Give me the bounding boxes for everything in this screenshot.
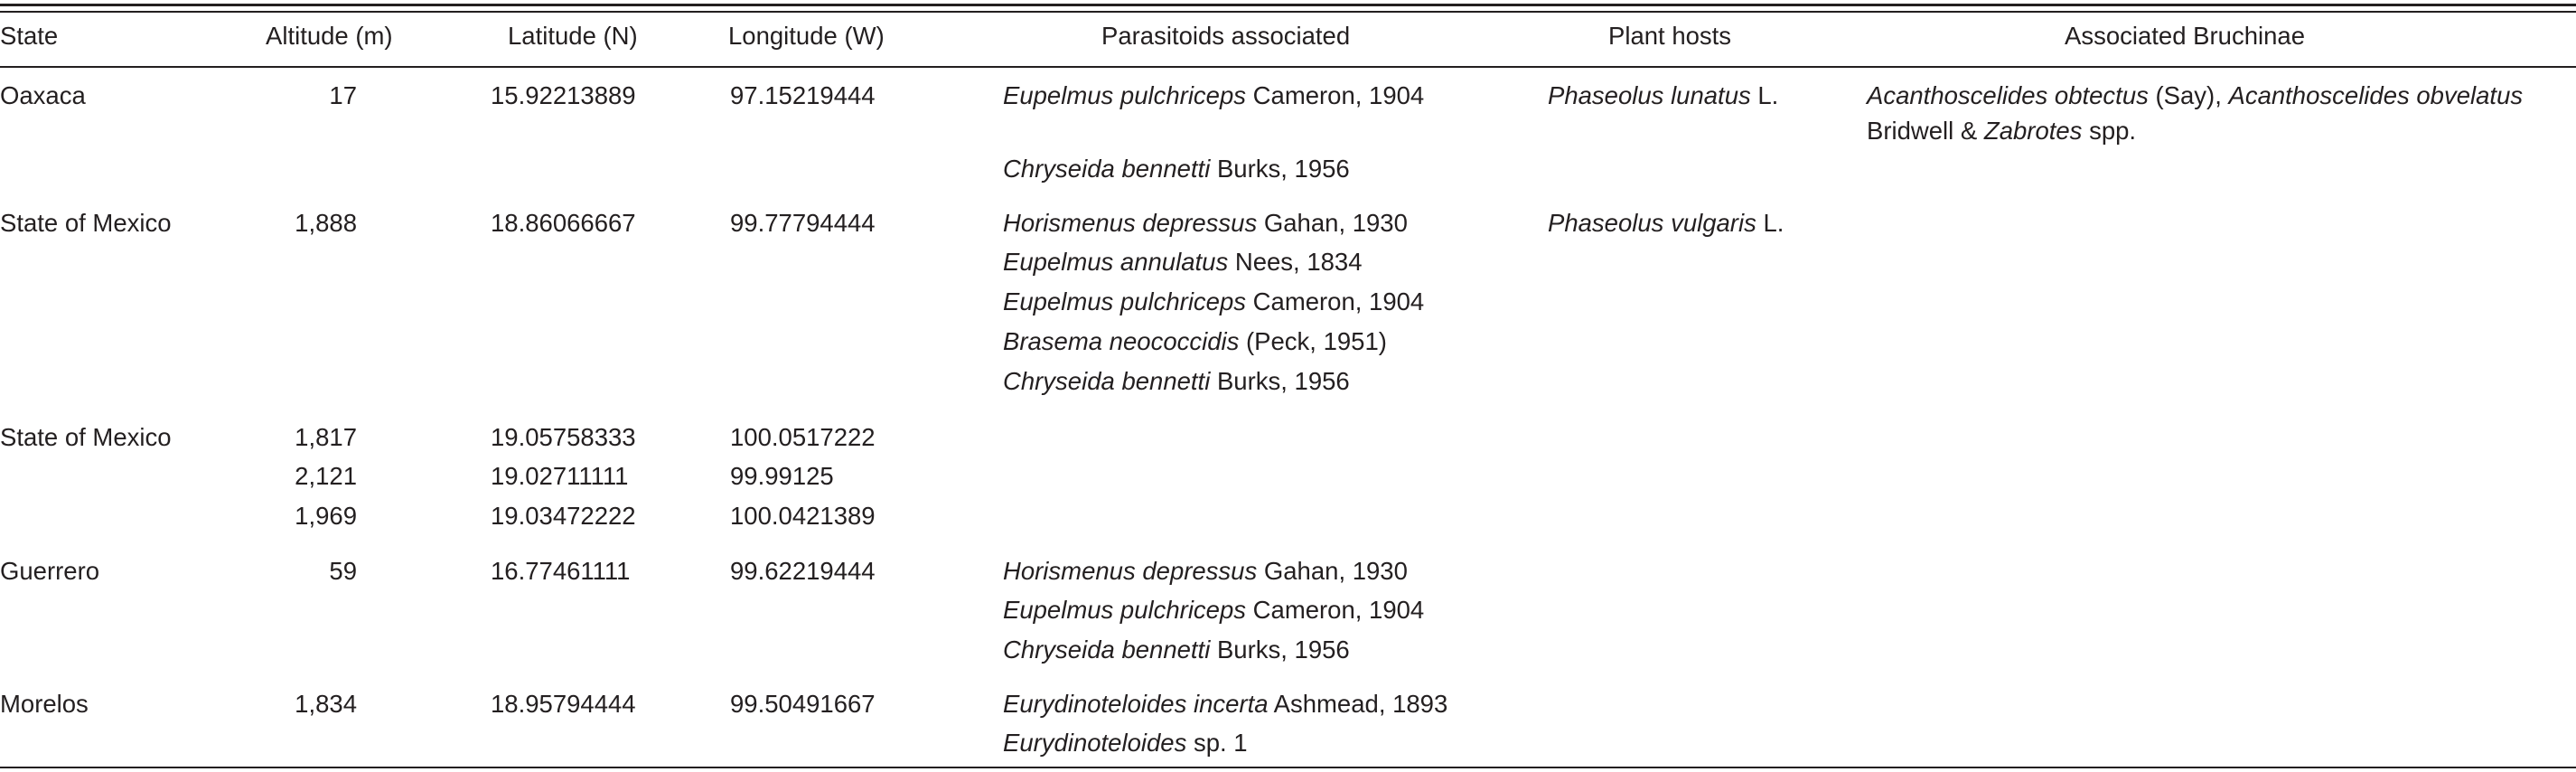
cell-parasitoid: Eupelmus annulatus Nees, 1834 bbox=[1003, 248, 1363, 276]
cell-plant-host: Phaseolus lunatus L. bbox=[1548, 81, 1779, 109]
cell-latitude: 19.02711111 bbox=[491, 462, 629, 490]
cell-latitude: 19.05758333 bbox=[491, 423, 636, 451]
cell-latitude: 16.77461111 bbox=[491, 557, 631, 585]
cell-longitude: 99.99125 bbox=[730, 462, 834, 490]
header-longitude: Longitude (W) bbox=[728, 22, 885, 50]
cell-parasitoid: Chryseida bennetti Burks, 1956 bbox=[1003, 635, 1350, 664]
cell-longitude: 99.77794444 bbox=[730, 209, 876, 237]
cell-state: Guerrero bbox=[0, 557, 100, 585]
cell-parasitoid: Eupelmus pulchriceps Cameron, 1904 bbox=[1003, 596, 1425, 624]
cell-parasitoid: Chryseida bennetti Burks, 1956 bbox=[1003, 155, 1350, 183]
cell-parasitoid: Eurydinoteloides incerta Ashmead, 1893 bbox=[1003, 690, 1448, 718]
cell-state: Morelos bbox=[0, 690, 89, 718]
cell-state: Oaxaca bbox=[0, 81, 86, 109]
cell-longitude: 99.50491667 bbox=[730, 690, 876, 718]
cell-bruchinae-cont: Bridwell & Zabrotes spp. bbox=[1867, 117, 2137, 145]
header-parasitoids: Parasitoids associated bbox=[1101, 22, 1351, 50]
cell-parasitoid: Eupelmus pulchriceps Cameron, 1904 bbox=[1003, 81, 1425, 109]
cell-latitude: 19.03472222 bbox=[491, 502, 636, 530]
table-top-rule bbox=[0, 4, 2576, 6]
header-altitude: Altitude (m) bbox=[266, 22, 393, 50]
cell-bruchinae: Acanthoscelides obtectus (Say), Acanthoscelides obvelatus bbox=[1867, 81, 2524, 109]
cell-altitude: 1,969 bbox=[295, 502, 357, 530]
cell-parasitoid: Eurydinoteloides sp. 1 bbox=[1003, 729, 1248, 757]
header-state: State bbox=[0, 22, 59, 50]
cell-state: State of Mexico bbox=[0, 209, 172, 237]
cell-altitude: 1,817 bbox=[295, 423, 357, 451]
cell-latitude: 15.92213889 bbox=[491, 81, 636, 109]
cell-altitude: 1,888 bbox=[295, 209, 357, 237]
cell-latitude: 18.95794444 bbox=[491, 690, 636, 718]
cell-parasitoid: Chryseida bennetti Burks, 1956 bbox=[1003, 367, 1350, 395]
cell-latitude: 18.86066667 bbox=[491, 209, 636, 237]
cell-longitude: 100.0517222 bbox=[730, 423, 876, 451]
header-plant-hosts: Plant hosts bbox=[1608, 22, 1732, 50]
cell-longitude: 99.62219444 bbox=[730, 557, 876, 585]
header-rule bbox=[0, 66, 2576, 68]
cell-plant-host: Phaseolus vulgaris L. bbox=[1548, 209, 1784, 237]
cell-parasitoid: Horismenus depressus Gahan, 1930 bbox=[1003, 557, 1408, 585]
cell-state: State of Mexico bbox=[0, 423, 172, 451]
cell-longitude: 100.0421389 bbox=[730, 502, 876, 530]
cell-parasitoid: Eupelmus pulchriceps Cameron, 1904 bbox=[1003, 287, 1425, 315]
cell-altitude: 2,121 bbox=[295, 462, 357, 490]
cell-altitude: 17 bbox=[329, 81, 357, 109]
cell-altitude: 59 bbox=[329, 557, 357, 585]
cell-parasitoid: Horismenus depressus Gahan, 1930 bbox=[1003, 209, 1408, 237]
table-top-rule-inner bbox=[0, 11, 2576, 13]
header-latitude: Latitude (N) bbox=[508, 22, 638, 50]
table-bottom-rule bbox=[0, 767, 2576, 768]
cell-longitude: 97.15219444 bbox=[730, 81, 876, 109]
cell-altitude: 1,834 bbox=[295, 690, 357, 718]
cell-parasitoid: Brasema neococcidis (Peck, 1951) bbox=[1003, 327, 1387, 355]
header-bruchinae: Associated Bruchinae bbox=[2065, 22, 2305, 50]
